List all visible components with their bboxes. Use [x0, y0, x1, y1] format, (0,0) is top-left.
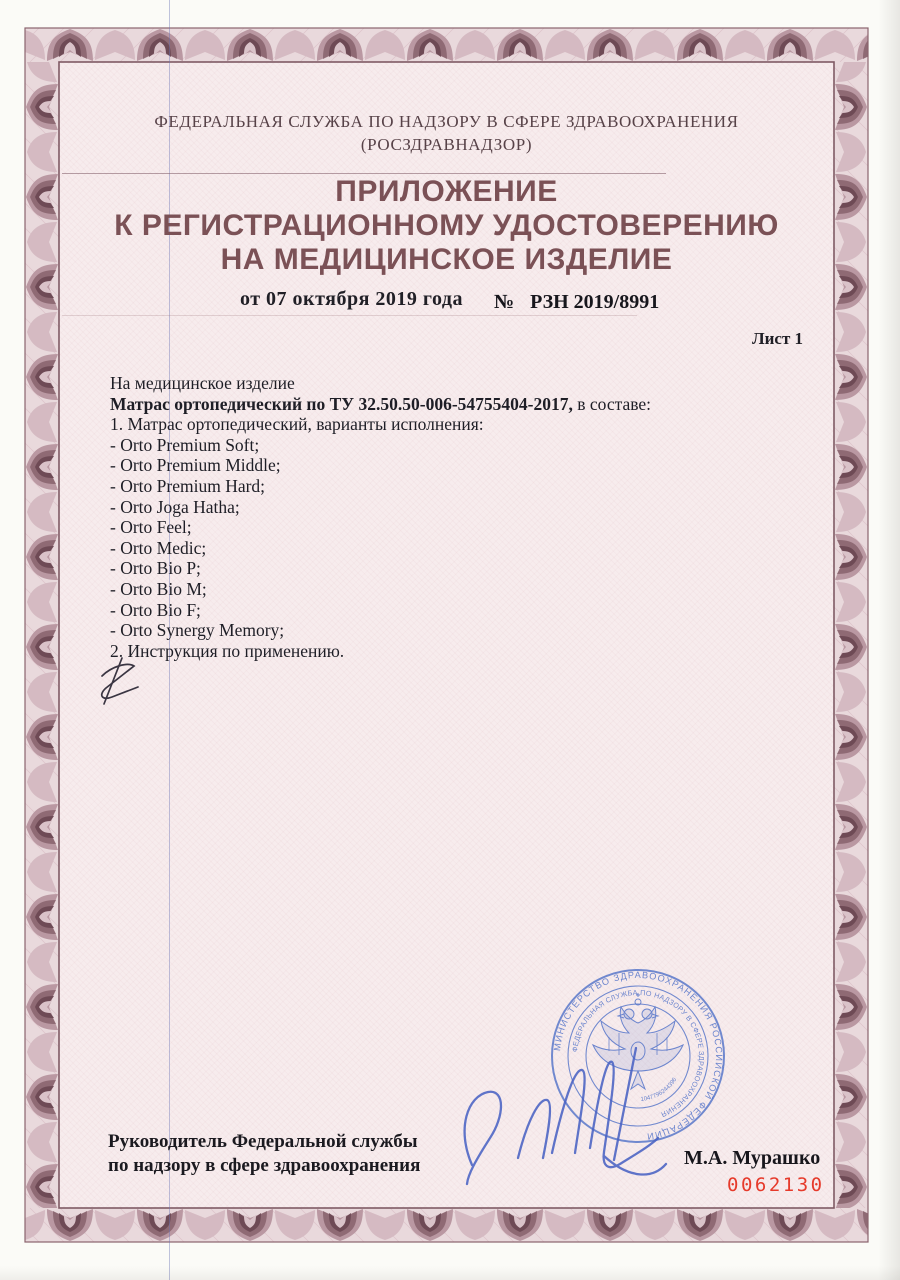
- signer-title: [108, 1130, 420, 1177]
- variant-line: - Orto Joga Hatha;: [110, 496, 240, 517]
- variant-line: - Orto Bio F;: [110, 599, 201, 620]
- page-edge-shadow-bottom: [0, 1266, 900, 1280]
- product-name-bold: Матрас ортопедический по ТУ 32.50.50-006-54755404-2017,: [110, 393, 573, 414]
- sheet-number: Лист 1: [751, 329, 804, 348]
- variant-line: - Orto Synergy Memory;: [110, 620, 285, 641]
- signer-title-line-2: по надзору в сфере здравоохранения: [108, 1154, 421, 1176]
- list-item-2: 2. Инструкция по применению.: [110, 640, 345, 661]
- list-item-1: 1. Матрас ортопедический, варианты исполнения:: [110, 414, 484, 435]
- form-serial-number: 0062130: [727, 1174, 825, 1196]
- number-sign: №: [494, 291, 515, 313]
- signer-title-line-1: Руководитель Федеральной службы: [108, 1131, 418, 1152]
- variant-line: - Orto Premium Hard;: [110, 475, 266, 496]
- variant-line: - Orto Premium Soft;: [110, 434, 260, 455]
- handwritten-z-mark: [90, 656, 148, 706]
- document-title: [59, 175, 834, 277]
- title-line-3: НА МЕДИЦИНСКОЕ ИЗДЕЛИЕ: [220, 243, 673, 276]
- number-value: РЗН 2019/8991: [530, 291, 660, 313]
- device-description: [110, 373, 730, 661]
- variant-line: - Orto Medic;: [110, 537, 207, 558]
- title-line-1: ПРИЛОЖЕНИЕ: [335, 175, 558, 208]
- intro-line: На медицинское изделие: [110, 373, 295, 393]
- stamp-outer-ring-text: МИНИСТЕРСТВО ЗДРАВООХРАНЕНИЯ РОССИЙСКОЙ ФЕДЕРАЦИИ: [552, 969, 725, 1142]
- authority-short-name: (РОСЗДРАВНАДЗОР): [360, 135, 533, 154]
- authority-name: ФЕДЕРАЛЬНАЯ СЛУЖБА ПО НАДЗОРУ В СФЕРЕ ЗДРАВООХРАНЕНИЯ: [154, 112, 739, 131]
- stamp-ogrn-text: 1047796244396: [640, 1076, 679, 1103]
- variant-line: - Orto Bio M;: [110, 578, 207, 599]
- signature-ink: [440, 1040, 690, 1195]
- faint-divider-line: [62, 315, 637, 316]
- stamp-inner-ring-text: ФЕДЕРАЛЬНАЯ СЛУЖБА ПО НАДЗОРУ В СФЕРЕ ЗДРАВООХРАНЕНИЯ: [570, 987, 707, 1120]
- header-divider-line: [62, 173, 666, 174]
- variant-list: [110, 435, 730, 641]
- product-name-rest: в составе:: [572, 393, 652, 414]
- product-line: [110, 394, 730, 415]
- variant-line: - Orto Premium Middle;: [110, 455, 281, 476]
- issue-date: от 07 октября 2019 года: [240, 288, 464, 310]
- issuing-authority-header: [59, 110, 834, 156]
- variant-line: - Orto Feel;: [110, 517, 192, 538]
- page-edge-shadow: [878, 0, 900, 1280]
- title-line-2: К РЕГИСТРАЦИОННОМУ УДОСТОВЕРЕНИЮ: [114, 209, 779, 242]
- variant-line: - Orto Bio P;: [110, 558, 201, 579]
- registration-number: [494, 291, 659, 314]
- signer-name: М.А. Мурашко: [684, 1147, 821, 1169]
